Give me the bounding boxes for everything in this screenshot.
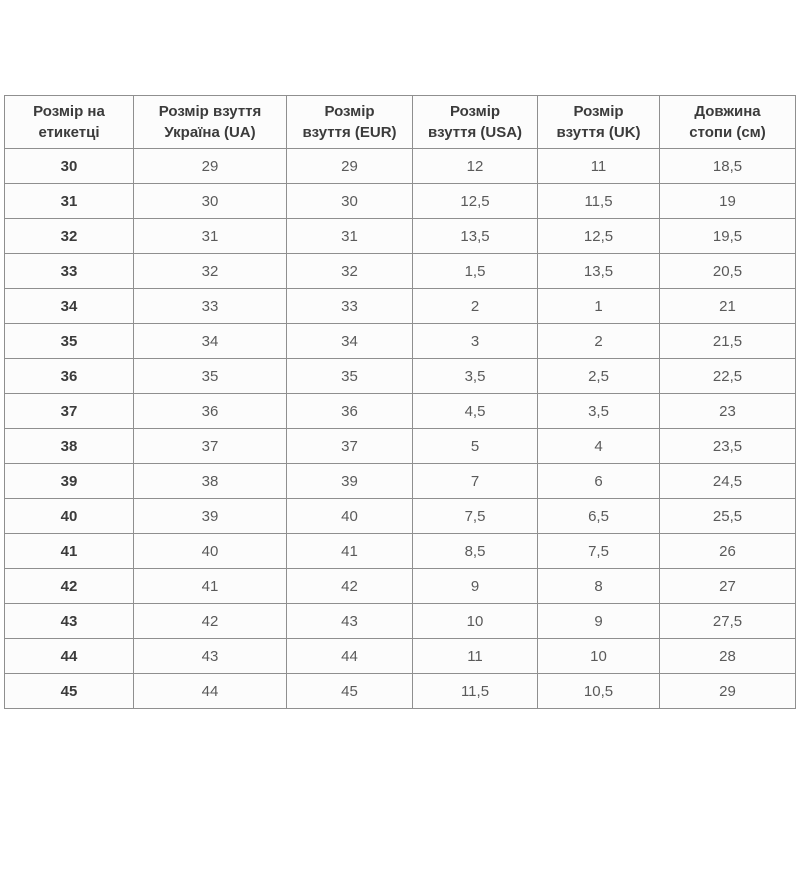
table-row: [5, 219, 796, 254]
table-row: [5, 149, 796, 184]
size-value-cell: 21: [660, 289, 796, 324]
size-label-cell: 45: [5, 674, 134, 709]
size-value-cell: 29: [660, 674, 796, 709]
table-row: [5, 569, 796, 604]
size-label-cell: 43: [5, 604, 134, 639]
size-value-cell: 22,5: [660, 359, 796, 394]
size-value-cell: 43: [134, 639, 287, 674]
column-header-text: Україна (UA): [164, 124, 256, 141]
size-value-cell: 3,5: [538, 394, 660, 429]
size-value-cell: 44: [134, 674, 287, 709]
size-value-cell: 43: [287, 604, 413, 639]
size-value-cell: 4,5: [413, 394, 538, 429]
size-label-cell: 38: [5, 429, 134, 464]
size-value-cell: 39: [134, 499, 287, 534]
size-value-cell: 13,5: [413, 219, 538, 254]
size-value-cell: 44: [287, 639, 413, 674]
table-row: [5, 359, 796, 394]
table-row: [5, 464, 796, 499]
size-label-cell: 30: [5, 149, 134, 184]
column-header-text: взуття (USA): [427, 124, 523, 141]
size-label-cell: 37: [5, 394, 134, 429]
size-value-cell: 40: [287, 499, 413, 534]
table-row: [5, 604, 796, 639]
size-label-cell: 35: [5, 324, 134, 359]
size-label-cell: 41: [5, 534, 134, 569]
column-header-text: Розмір: [324, 103, 375, 120]
size-label-cell: 42: [5, 569, 134, 604]
size-value-cell: 24,5: [660, 464, 796, 499]
size-value-cell: 23: [660, 394, 796, 429]
size-value-cell: 42: [134, 604, 287, 639]
size-value-cell: 36: [287, 394, 413, 429]
column-header-text: Розмір взуття: [158, 103, 262, 120]
size-label-cell: 40: [5, 499, 134, 534]
size-value-cell: 29: [287, 149, 413, 184]
column-header-usa-size: [413, 96, 538, 149]
size-value-cell: 13,5: [538, 254, 660, 289]
size-value-cell: 10,5: [538, 674, 660, 709]
size-value-cell: 39: [287, 464, 413, 499]
size-value-cell: 30: [287, 184, 413, 219]
size-value-cell: 12: [413, 149, 538, 184]
size-value-cell: 33: [134, 289, 287, 324]
size-value-cell: 9: [538, 604, 660, 639]
column-header-text: Довжина: [694, 103, 761, 120]
table-row: [5, 394, 796, 429]
size-value-cell: 8: [538, 569, 660, 604]
size-label-cell: 32: [5, 219, 134, 254]
size-value-cell: 34: [287, 324, 413, 359]
size-value-cell: 11: [538, 149, 660, 184]
size-value-cell: 45: [287, 674, 413, 709]
size-value-cell: 9: [413, 569, 538, 604]
table-row: [5, 639, 796, 674]
size-value-cell: 25,5: [660, 499, 796, 534]
size-value-cell: 36: [134, 394, 287, 429]
table-row: [5, 289, 796, 324]
size-value-cell: 12,5: [413, 184, 538, 219]
size-value-cell: 2,5: [538, 359, 660, 394]
column-header-uk-size: [538, 96, 660, 149]
size-value-cell: 7,5: [413, 499, 538, 534]
size-value-cell: 28: [660, 639, 796, 674]
size-value-cell: 21,5: [660, 324, 796, 359]
size-value-cell: 20,5: [660, 254, 796, 289]
size-value-cell: 4: [538, 429, 660, 464]
column-header-label-size: [5, 96, 134, 149]
column-header-text: Розмір: [573, 103, 624, 120]
size-value-cell: 5: [413, 429, 538, 464]
size-value-cell: 40: [134, 534, 287, 569]
size-value-cell: 8,5: [413, 534, 538, 569]
column-header-ua-size: [134, 96, 287, 149]
size-label-cell: 39: [5, 464, 134, 499]
table-row: [5, 674, 796, 709]
size-value-cell: 26: [660, 534, 796, 569]
size-value-cell: 10: [413, 604, 538, 639]
size-value-cell: 37: [287, 429, 413, 464]
table-row: [5, 324, 796, 359]
table-row: [5, 499, 796, 534]
size-value-cell: 23,5: [660, 429, 796, 464]
column-header-text: Розмір: [449, 103, 501, 120]
size-value-cell: 18,5: [660, 149, 796, 184]
size-value-cell: 42: [287, 569, 413, 604]
size-value-cell: 35: [287, 359, 413, 394]
shoe-size-conversion-table: [4, 95, 796, 709]
size-value-cell: 41: [134, 569, 287, 604]
size-value-cell: 2: [538, 324, 660, 359]
size-value-cell: 35: [134, 359, 287, 394]
size-value-cell: 6: [538, 464, 660, 499]
size-value-cell: 7,5: [538, 534, 660, 569]
table-row: [5, 429, 796, 464]
size-value-cell: 11,5: [538, 184, 660, 219]
size-value-cell: 12,5: [538, 219, 660, 254]
size-value-cell: 10: [538, 639, 660, 674]
size-label-cell: 36: [5, 359, 134, 394]
size-value-cell: 37: [134, 429, 287, 464]
size-value-cell: 27: [660, 569, 796, 604]
size-label-cell: 34: [5, 289, 134, 324]
size-value-cell: 29: [134, 149, 287, 184]
size-value-cell: 41: [287, 534, 413, 569]
table-row: [5, 184, 796, 219]
size-value-cell: 2: [413, 289, 538, 324]
column-header-foot-length: [660, 96, 796, 149]
size-label-cell: 31: [5, 184, 134, 219]
size-value-cell: 31: [287, 219, 413, 254]
size-value-cell: 19,5: [660, 219, 796, 254]
column-header-text: етикетці: [38, 124, 100, 141]
table-row: [5, 254, 796, 289]
size-value-cell: 3: [413, 324, 538, 359]
size-value-cell: 31: [134, 219, 287, 254]
size-value-cell: 27,5: [660, 604, 796, 639]
size-label-cell: 33: [5, 254, 134, 289]
size-value-cell: 33: [287, 289, 413, 324]
size-value-cell: 34: [134, 324, 287, 359]
size-value-cell: 30: [134, 184, 287, 219]
size-value-cell: 38: [134, 464, 287, 499]
size-value-cell: 1,5: [413, 254, 538, 289]
size-value-cell: 3,5: [413, 359, 538, 394]
size-value-cell: 32: [287, 254, 413, 289]
size-value-cell: 1: [538, 289, 660, 324]
size-value-cell: 6,5: [538, 499, 660, 534]
size-label-cell: 44: [5, 639, 134, 674]
table-row: [5, 534, 796, 569]
column-header-eur-size: [287, 96, 413, 149]
column-header-text: стопи (см): [689, 124, 766, 141]
size-value-cell: 11: [413, 639, 538, 674]
table-header-row: [5, 96, 796, 149]
column-header-text: Розмір на: [33, 103, 105, 120]
size-value-cell: 11,5: [413, 674, 538, 709]
column-header-text: взуття (EUR): [302, 124, 397, 141]
size-value-cell: 32: [134, 254, 287, 289]
page: [0, 95, 800, 895]
column-header-text: взуття (UK): [556, 124, 641, 141]
size-value-cell: 7: [413, 464, 538, 499]
size-value-cell: 19: [660, 184, 796, 219]
